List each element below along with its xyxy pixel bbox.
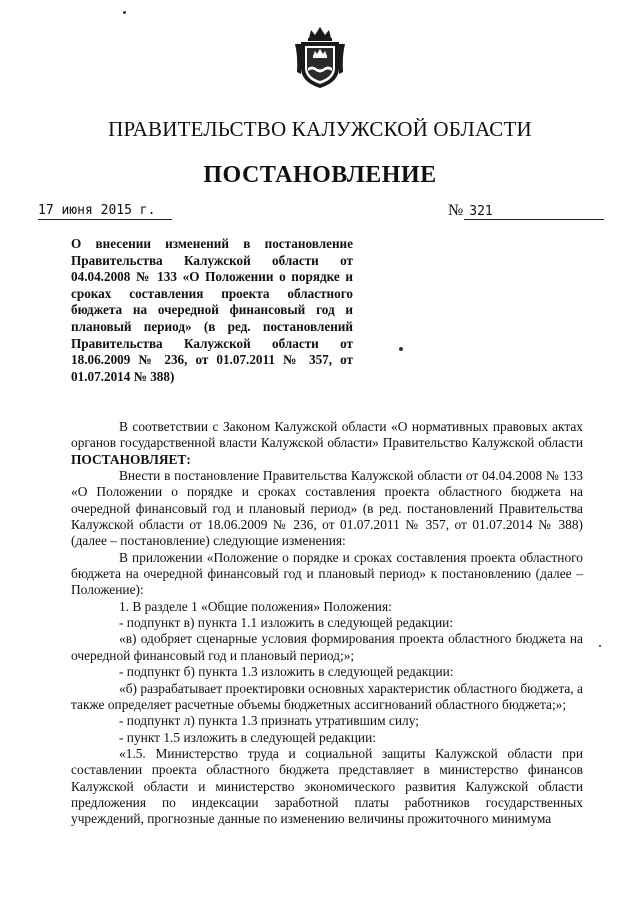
scan-speck — [399, 347, 403, 351]
paragraph: «в) одобряет сценарные условия формирования проекта областного бюджета на очередной финансовый год и плановый период;»; — [71, 631, 583, 663]
paragraph: Внести в постановление Правительства Калужской области от 04.04.2008 № 133 «О Положении о порядке и сроках составления проекта областного бюджета на очередной финансовый год и плановый период» (в ред. постановлений Правительства Калужской области от 18.06.2009 № 236, от 01.07.2011 № 357, от 01.07.2014 № 388) (далее – постановление) следующие изменения: — [71, 468, 583, 549]
document-date: 17 июня 2015 г. — [38, 203, 156, 218]
paragraph: - подпункт в) пункта 1.1 изложить в следующей редакции: — [119, 615, 454, 631]
number-sign: № — [448, 202, 464, 219]
paragraph: - подпункт б) пункта 1.3 изложить в следующей редакции: — [119, 664, 454, 680]
document-subject: О внесении изменений в постановление Правительства Калужской области от 04.04.2008 № 133 «О Положении о порядке и сроках составления проекта областного бюджета на очередной финансовый год и плановый период» (в ред. постановлений Правительства Калужской области от 18.06.2009 № 236, от 01.07.2011 № 357, от 01.07.2014 № 388) — [71, 236, 353, 384]
paragraph-preamble — [71, 419, 583, 468]
kaluga-coat-of-arms-icon — [293, 24, 347, 90]
document-body — [71, 419, 583, 828]
scan-speck — [123, 11, 126, 14]
number-underline — [464, 219, 604, 220]
document-number — [448, 202, 493, 220]
paragraph: - пункт 1.5 изложить в следующей редакции: — [119, 729, 376, 745]
paragraph: В приложении «Положение о порядке и сроках составления проекта областного бюджета на очередной финансовый год и плановый период» к постановлению (далее – Положение): — [71, 549, 583, 598]
paragraph: «б) разрабатывает проектировки основных характеристик областного бюджета, а также определяет расчетные объемы бюджетных ассигнований областного бюджета;»; — [71, 680, 583, 712]
paragraph: «1.5. Министерство труда и социальной защиты Калужской области при составлении проекта областного бюджета представляет в министерство финансов Калужской области и министерство экономического развития Калужской области предложения по индексации заработной платы работников государственных учреждений, прогнозные данные по изменению величины прожиточного минимума — [71, 745, 583, 827]
date-underline — [38, 219, 172, 220]
resolves-keyword: ПОСТАНОВЛЯЕТ: — [71, 451, 191, 467]
scan-speck — [599, 645, 601, 647]
government-title: ПРАВИТЕЛЬСТВО КАЛУЖСКОЙ ОБЛАСТИ — [108, 117, 532, 141]
preamble-text: В соответствии с Законом Калужской области «О нормативных правовых актах органов государственной власти Калужской области» Правительство Калужской области — [71, 419, 583, 451]
paragraph: 1. В разделе 1 «Общие положения» Положения: — [119, 598, 392, 614]
paragraph: - подпункт л) пункта 1.3 признать утратившим силу; — [119, 713, 419, 729]
number-value: 321 — [469, 204, 493, 219]
document-type-title: ПОСТАНОВЛЕНИЕ — [203, 162, 437, 188]
